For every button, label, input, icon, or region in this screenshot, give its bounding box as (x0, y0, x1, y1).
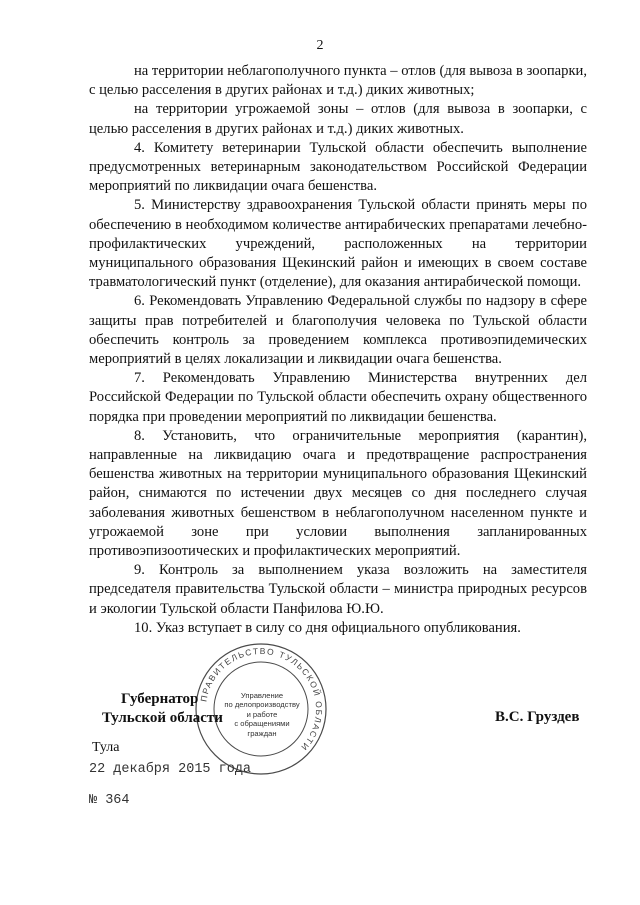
paragraph: 4. Комитету ветеринарии Тульской области обеспечить выполнение предусмотренных ветеринарным законодательством Российской Федерации мероприятий по ликвидации очага бешенства. (89, 139, 587, 195)
stamp-line: с обращениями (234, 719, 290, 729)
paragraph: 10. Указ вступает в силу со дня официального опубликования. (134, 619, 521, 636)
stamp-line: по делопроизводству (224, 700, 300, 710)
paragraph: 5. Министерству здравоохранения Тульской области принять меры по обеспечению в необходимом количестве антирабических препаратами лечебно-профилактических учреждений, расположенных на территории муниципального образования Щекинский район и имеющих в своем составе травматологический пункт (отделение), для оказания антирабической помощи. (89, 197, 587, 291)
paragraph: 6. Рекомендовать Управлению Федеральной службы по надзору в сфере защиты прав потребителей и благополучия человека по Тульской области обеспечить контроль за проведением комплекса противоэпидемических мероприятий в целях локализации и ликвидации очага бешенства. (89, 293, 587, 368)
stamp-line: граждан (247, 728, 277, 738)
place-of-signing: Тула (92, 740, 120, 755)
body-text (89, 62, 587, 638)
stamp-ring-text: ПРАВИТЕЛЬСТВО ТУЛЬСКОЙ ОБЛАСТИ (198, 645, 325, 754)
page-number: 2 (316, 38, 324, 53)
paragraph: на территории угрожаемой зоны – отлов (для вывоза в зоопарки, с целью расселения в других районах и т.д.) диких животных. (89, 101, 587, 137)
paragraph: 7. Рекомендовать Управлению Министерства внутренних дел Российской Федерации по Тульской области обеспечить охрану общественного порядка при проведении мероприятий по ликвидации бешенства. (89, 370, 587, 425)
stamp-inner-text (224, 691, 300, 738)
stamp-line: Управление (240, 691, 284, 700)
stamp-line: и работе (246, 709, 278, 719)
document-number: № 364 (89, 793, 130, 808)
paragraph: на территории неблагополучного пункта – отлов (для вывоза в зоопарки, с целью расселения в других районах и т.д.) диких животных; (89, 63, 588, 99)
paragraph: 9. Контроль за выполнением указа возложить на заместителя председателя правительства Тульской области – министра природных ресурсов и экологии Тульской области Панфилова Ю.Ю. (89, 562, 587, 617)
signatory-title-line1: Губернатор (121, 691, 199, 707)
document-date: 22 декабря 2015 года (89, 762, 252, 777)
signatory-name: В.С. Груздев (495, 709, 580, 725)
paragraph: 8. Установить, что ограничительные мероприятия (карантин), направленные на ликвидацию очага и предотвращение распространения бешенства животных на территории муниципального образования Щекинский район, снимаются по истечении двух месяцев со дня последнего случая заболевания животных бешенством в неблагополучном населенном пункте и угрожаемой зоне при условии выполнения запланированных противоэпизоотических и профилактических мероприятий. (89, 427, 587, 560)
signatory-title-line2: Тульской области (102, 710, 223, 726)
